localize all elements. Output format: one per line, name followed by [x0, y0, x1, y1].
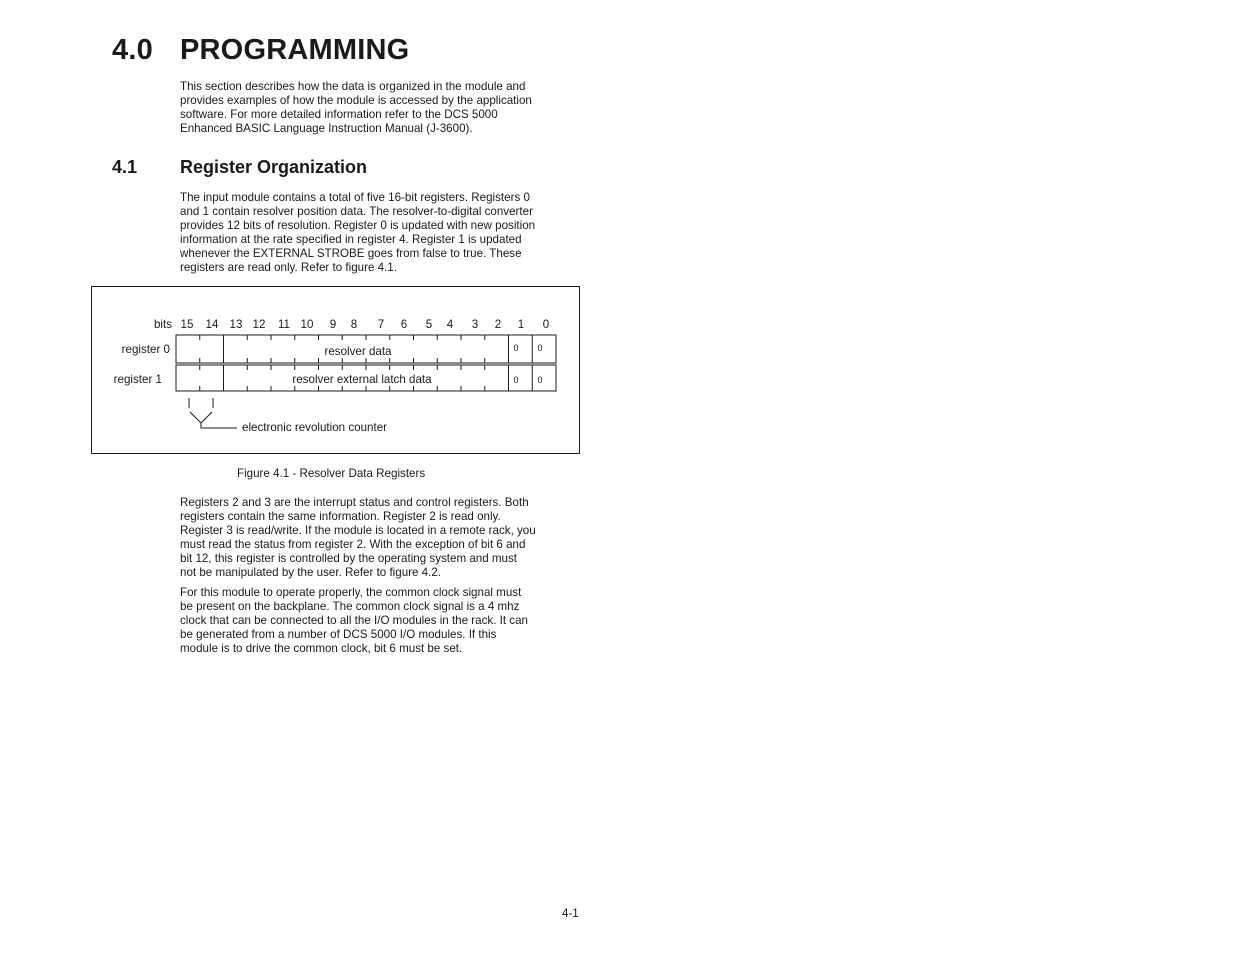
register-0-label: register 0	[121, 343, 170, 356]
bit-number-label: 9	[329, 318, 337, 331]
page-heading	[112, 34, 409, 67]
register-0-field-label: resolver data	[324, 345, 392, 358]
bit-number-label: 10	[300, 318, 314, 331]
text-line: registers are read only. Refer to figure 4.1.	[180, 261, 397, 274]
page-number: 4-1	[562, 907, 579, 920]
text-line: software. For more detailed information refer to the DCS 5000	[180, 108, 498, 121]
heading-title: PROGRAMMING	[180, 34, 410, 66]
section-number: 4.1	[112, 157, 138, 177]
bit-number-label: 3	[471, 318, 479, 331]
text-line: information at the rate specified in register 4. Register 1 is updated	[180, 233, 522, 246]
section-heading	[112, 157, 367, 178]
bits-label: bits	[153, 318, 172, 331]
bit-number-label: 0	[542, 318, 550, 331]
text-line: For this module to operate properly, the common clock signal must	[180, 586, 522, 599]
register-1-bit0-value: 0	[537, 375, 543, 385]
register-diagram	[92, 287, 581, 455]
text-line: provides examples of how the module is accessed by the application	[180, 94, 532, 107]
text-line: must read the status from register 2. With the exception of bit 6 and	[180, 538, 526, 551]
bit-number-label: 6	[400, 318, 408, 331]
bit-number-label: 11	[277, 318, 291, 331]
bit-number-label: 13	[229, 318, 243, 331]
text-line: provides 12 bits of resolution. Register 0 is updated with new position	[180, 219, 536, 232]
register-paragraph	[180, 191, 572, 275]
text-line: registers contain the same information. Register 2 is read only.	[180, 510, 501, 523]
register-0-bit1-value: 0	[513, 343, 519, 353]
text-line: be generated from a number of DCS 5000 I/O modules. If this	[180, 628, 497, 641]
section-title: Register Organization	[180, 157, 368, 177]
clock-paragraph	[180, 586, 572, 656]
text-line: be present on the backplane. The common clock signal is a 4 mhz	[180, 600, 520, 613]
status-paragraph	[180, 496, 572, 580]
text-line: Registers 2 and 3 are the interrupt status and control registers. Both	[180, 496, 529, 509]
register-figure	[91, 286, 580, 454]
register-1-label: register 1	[113, 373, 162, 386]
bit-number-label: 4	[446, 318, 454, 331]
revolution-counter-label: electronic revolution counter	[242, 421, 388, 434]
bit-number-label: 15	[180, 318, 194, 331]
bit-number-label: 2	[494, 318, 502, 331]
bit-number-label: 7	[377, 318, 385, 331]
text-line: The input module contains a total of five 16-bit registers. Registers 0	[180, 191, 530, 204]
register-1-bit1-value: 0	[513, 375, 519, 385]
bit-number-label: 8	[350, 318, 358, 331]
register-0-bit0-value: 0	[537, 343, 543, 353]
text-line: and 1 contain resolver position data. The resolver-to-digital converter	[180, 205, 533, 218]
text-line: not be manipulated by the user. Refer to figure 4.2.	[180, 566, 442, 579]
intro-paragraph	[180, 80, 572, 136]
bit-number-label: 14	[205, 318, 219, 331]
figure-caption: Figure 4.1 - Resolver Data Registers	[237, 467, 426, 480]
bit-number-label: 1	[517, 318, 525, 331]
bit-number-label: 5	[425, 318, 433, 331]
text-line: whenever the EXTERNAL STROBE goes from false to true. These	[180, 247, 522, 260]
text-line: clock that can be connected to all the I/O modules in the rack. It can	[180, 614, 529, 627]
text-line: module is to drive the common clock, bit 6 must be set.	[180, 642, 463, 655]
text-line: bit 12, this register is controlled by the operating system and must	[180, 552, 518, 565]
text-line: Enhanced BASIC Language Instruction Manual (J-3600).	[180, 122, 473, 135]
text-line: This section describes how the data is organized in the module and	[180, 80, 526, 93]
register-1-field-label: resolver external latch data	[292, 373, 432, 386]
heading-number: 4.0	[112, 34, 153, 66]
bit-number-label: 12	[252, 318, 266, 331]
text-line: Register 3 is read/write. If the module is located in a remote rack, you	[180, 524, 536, 537]
revolution-counter-bracket	[189, 398, 237, 428]
